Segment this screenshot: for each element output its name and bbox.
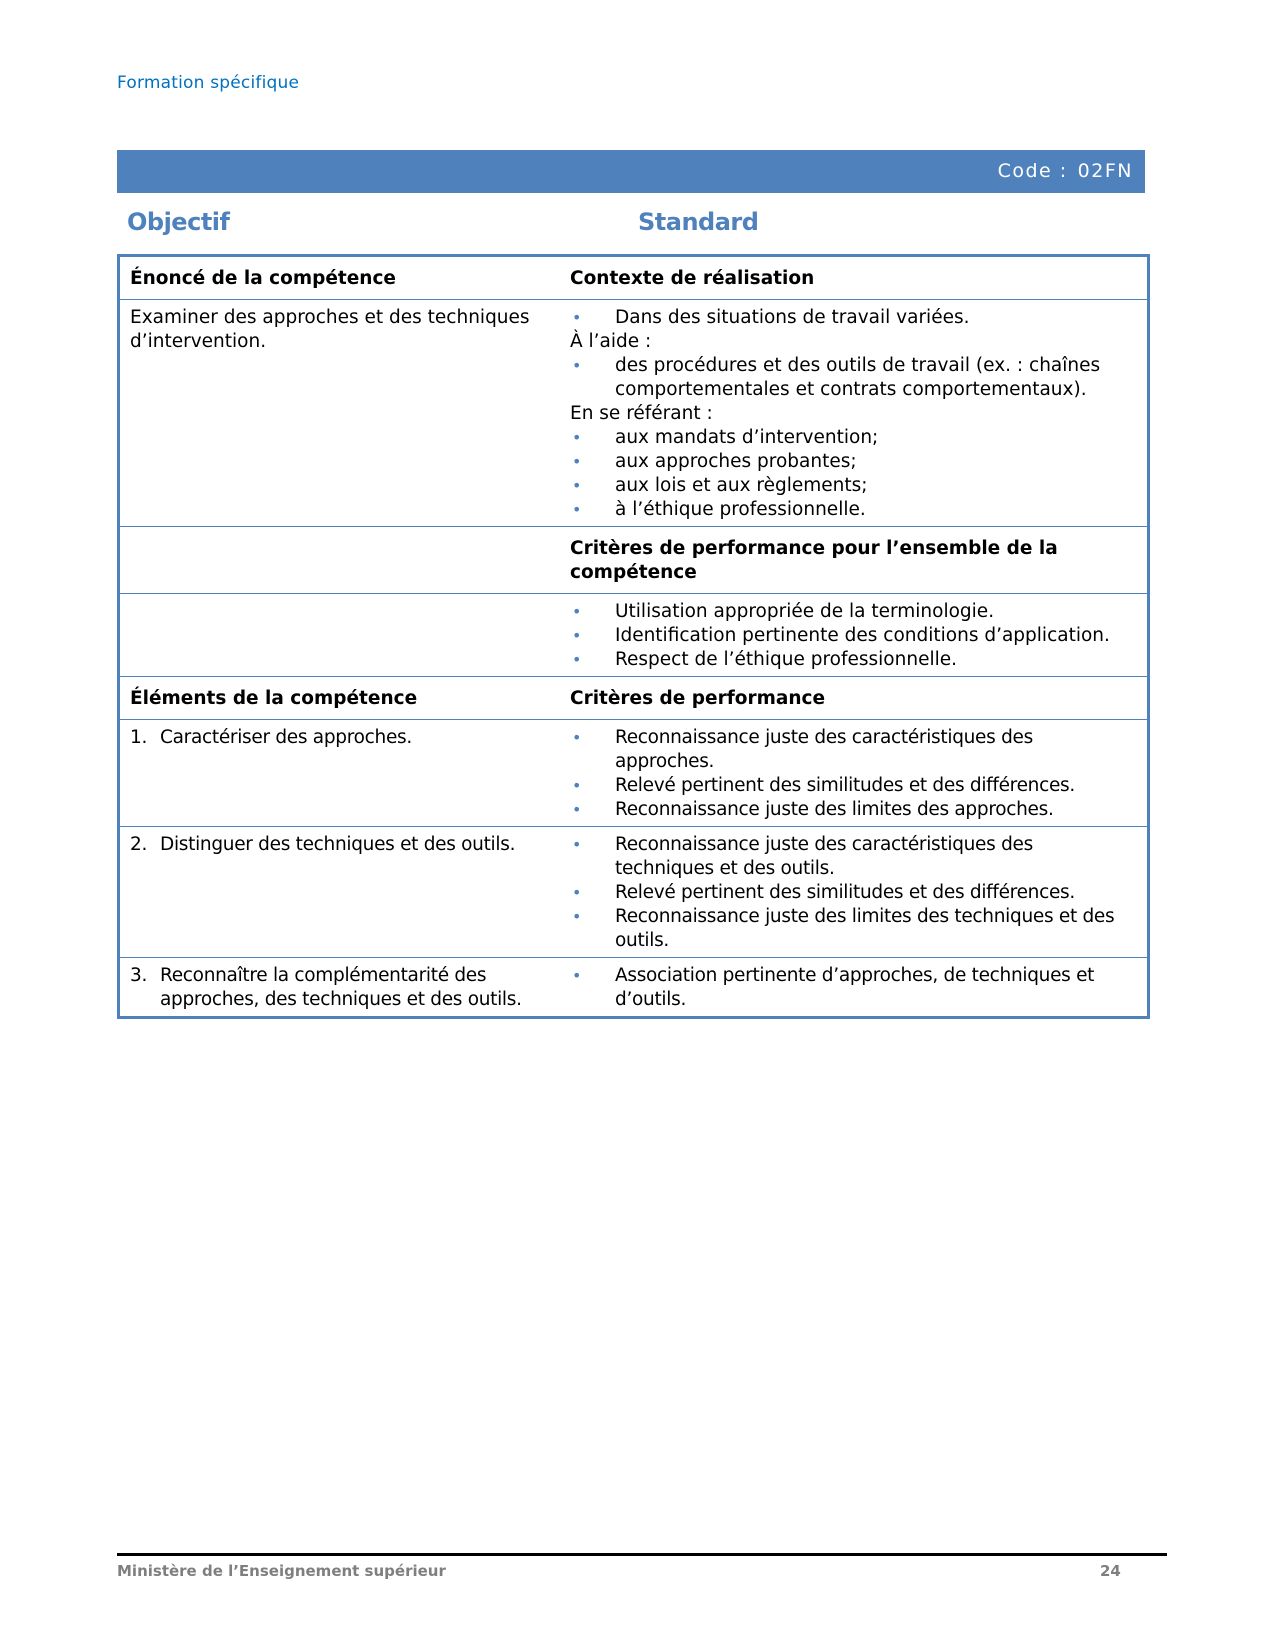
list-item-text: aux lois et aux règlements; (615, 475, 868, 496)
criteres-ensemble-cell (560, 594, 1149, 677)
bullet-icon: • (572, 428, 582, 447)
list-item (570, 306, 1137, 330)
contexte-cell (560, 300, 1149, 527)
aide-list (570, 354, 1137, 402)
element-text: Caractériser des approches. (160, 727, 412, 748)
code-bar (117, 150, 1145, 193)
bullet-icon: • (572, 966, 582, 985)
enonce-header: Énoncé de la compétence (130, 268, 396, 289)
bullet-icon: • (572, 800, 582, 819)
element-number: 1. (130, 727, 148, 748)
empty-cell (119, 527, 561, 594)
table-row (119, 720, 1149, 827)
bullet-icon: • (572, 883, 582, 902)
elements-header: Éléments de la compétence (119, 677, 561, 720)
code-label: Code : (997, 160, 1068, 182)
list-item (570, 833, 1137, 881)
table-row (119, 827, 1149, 958)
list-item-text: Reconnaissance juste des limites des approches. (615, 799, 1054, 820)
list-item-text: aux approches probantes; (615, 451, 857, 472)
list-item-text: Reconnaissance juste des caractéristiques des approches. (615, 727, 1033, 772)
bullet-icon: • (572, 626, 582, 645)
list-item-text: Reconnaissance juste des limites des techniques et des outils. (615, 906, 1115, 951)
criteres-ensemble-header: Critères de performance pour l’ensemble de la compétence (560, 527, 1149, 594)
table-row (119, 300, 1149, 527)
list-item (570, 798, 1137, 822)
criteres-ensemble-list (570, 600, 1137, 672)
criteres-header: Critères de performance (560, 677, 1149, 720)
bullet-icon: • (572, 776, 582, 795)
table-row (119, 594, 1149, 677)
page-number: 24 (1100, 1562, 1121, 1580)
enonce-text: Examiner des approches et des techniques d’intervention. (119, 300, 561, 527)
list-item (570, 624, 1137, 648)
element-text: Reconnaître la complémentarité des approches, des techniques et des outils. (160, 965, 522, 1010)
bullet-icon: • (572, 650, 582, 669)
contexte-list (570, 306, 1137, 330)
bullet-icon: • (572, 728, 582, 747)
list-item (570, 600, 1137, 624)
list-item (570, 726, 1137, 774)
list-item (570, 774, 1137, 798)
element-number: 3. (130, 965, 148, 986)
list-item-text: Relevé pertinent des similitudes et des différences. (615, 882, 1075, 903)
list-item (570, 474, 1137, 498)
code-value: 02FN (1077, 160, 1133, 182)
list-item-text: Reconnaissance juste des caractéristiques des techniques et des outils. (615, 834, 1033, 879)
list-item-text: Identification pertinente des conditions d’application. (615, 625, 1110, 646)
element-cell (119, 827, 561, 958)
list-item-text: Dans des situations de travail variées. (615, 307, 970, 328)
aide-label: À l’aide : (570, 331, 652, 352)
element-cell (119, 720, 561, 827)
list-item-text: Relevé pertinent des similitudes et des différences. (615, 775, 1075, 796)
element-number: 2. (130, 834, 148, 855)
list-item (570, 881, 1137, 905)
list-item-text: aux mandats d’intervention; (615, 427, 879, 448)
bullet-icon: • (572, 835, 582, 854)
element-cell (119, 958, 561, 1018)
list-item (570, 426, 1137, 450)
bullet-icon: • (572, 500, 582, 519)
element-item (130, 964, 550, 1012)
bullet-icon: • (572, 308, 582, 327)
element-criteres-cell (560, 958, 1149, 1018)
list-item-text: Association pertinente d’approches, de techniques et d’outils. (615, 965, 1095, 1010)
list-item (570, 905, 1137, 953)
footer-divider (117, 1553, 1167, 1556)
table-row (119, 527, 1149, 594)
element-item (130, 726, 550, 750)
referant-label: En se référant : (570, 403, 713, 424)
bullet-icon: • (572, 452, 582, 471)
bullet-icon: • (572, 602, 582, 621)
section-label: Formation spécifique (117, 73, 300, 93)
list-item-text: à l’éthique professionnelle. (615, 499, 866, 520)
empty-cell (119, 594, 561, 677)
objectif-heading: Objectif (127, 208, 230, 236)
list-item (570, 964, 1137, 1012)
list-item (570, 648, 1137, 672)
list-item-text: Utilisation appropriée de la terminologie. (615, 601, 995, 622)
contexte-header: Contexte de réalisation (570, 268, 815, 289)
element-text: Distinguer des techniques et des outils. (160, 834, 516, 855)
standard-heading: Standard (638, 208, 759, 236)
list-item-text: Respect de l’éthique professionnelle. (615, 649, 957, 670)
footer-ministry: Ministère de l’Enseignement supérieur (117, 1562, 446, 1580)
table-row (119, 256, 1149, 300)
list-item (570, 354, 1137, 402)
list-item (570, 498, 1137, 522)
referant-list (570, 426, 1137, 522)
competence-table (117, 254, 1150, 1019)
bullet-icon: • (572, 476, 582, 495)
element-criteres-cell (560, 827, 1149, 958)
element-criteres-cell (560, 720, 1149, 827)
list-item (570, 450, 1137, 474)
bullet-icon: • (572, 907, 582, 926)
bullet-icon: • (572, 356, 582, 375)
table-row (119, 677, 1149, 720)
element-item (130, 833, 550, 857)
table-row (119, 958, 1149, 1018)
list-item-text: des procédures et des outils de travail (ex. : chaînes comportementales et contrats comportementaux). (615, 355, 1101, 400)
